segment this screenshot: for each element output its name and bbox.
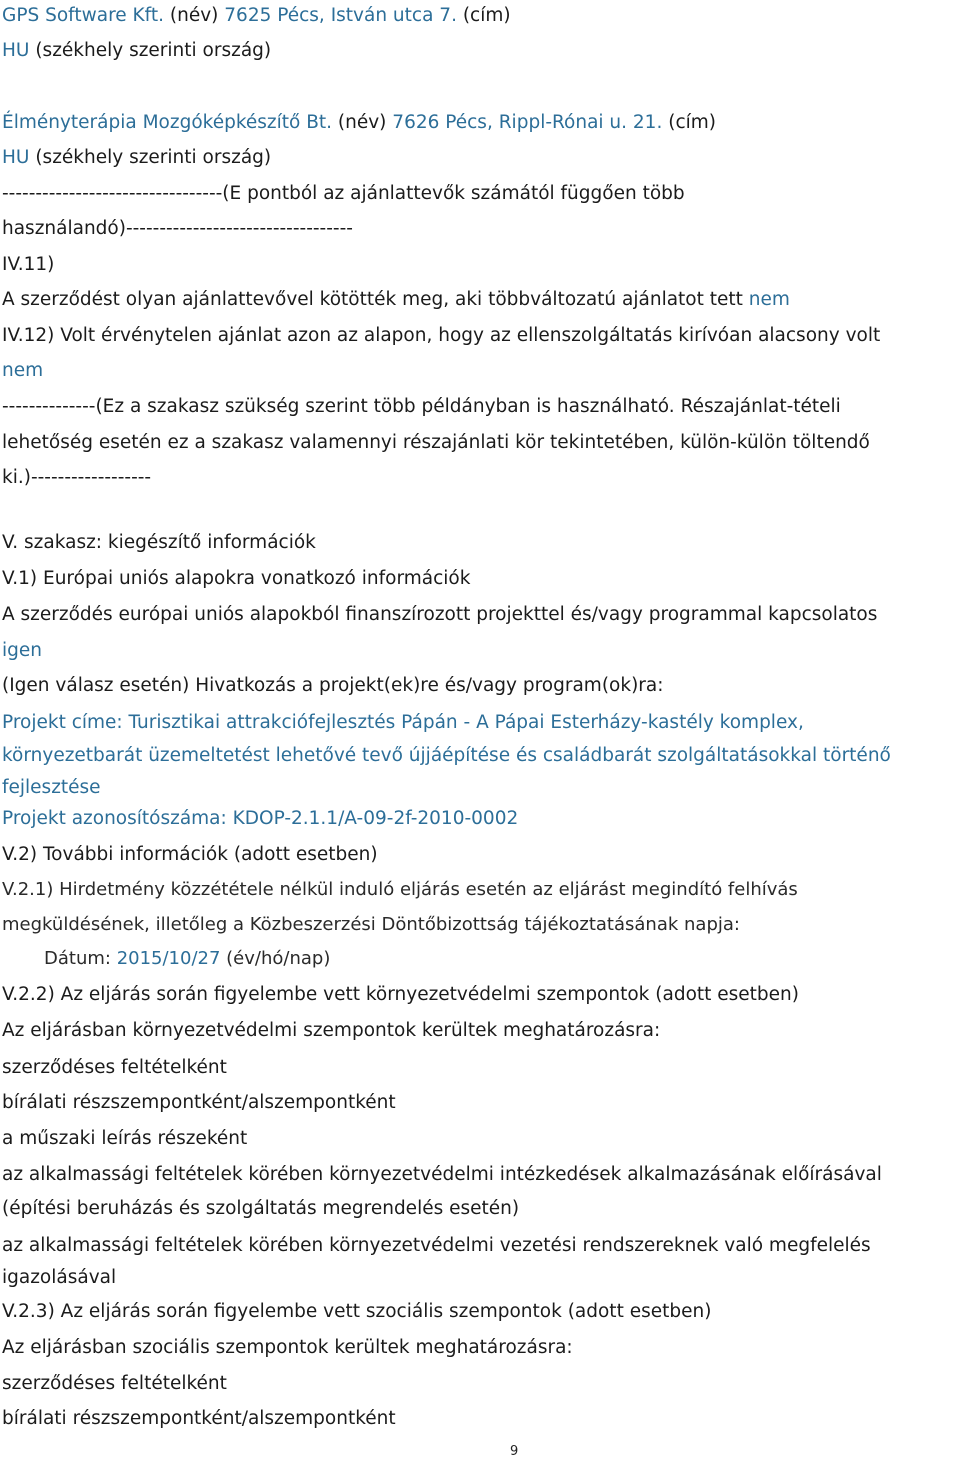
text-line <box>2 430 960 456</box>
text-segment: használandó)---------------------------------- <box>2 218 353 239</box>
text-line <box>2 181 960 207</box>
text-line <box>44 946 960 972</box>
text-segment: bírálati részszempontként/alszempontként <box>2 1092 396 1113</box>
text-segment: V.2.1) Hirdetmény közzététele nélkül induló eljárás esetén az eljárást megindító felhívás <box>2 879 798 900</box>
text-line <box>2 75 960 101</box>
text-segment: Az eljárásban szociális szempontok kerültek meghatározásra: <box>2 1337 573 1358</box>
text-segment: a műszaki leírás részeként <box>2 1128 248 1149</box>
text-line <box>2 530 960 556</box>
text-line <box>2 1335 960 1361</box>
text-segment: ki.)------------------ <box>2 467 152 488</box>
text-segment: (név) <box>164 5 225 26</box>
text-segment: V.2) További információk (adott esetben) <box>2 844 378 865</box>
field-value: GPS Software Kft. <box>2 5 165 26</box>
field-value: 7626 Pécs, Rippl-Rónai u. 21. <box>392 112 663 133</box>
field-value: 2015/10/27 <box>116 948 221 969</box>
text-segment: (cím) <box>456 5 511 26</box>
text-segment: az alkalmassági feltételek körében környezetvédelmi vezetési rendszereknek való megfelelés <box>2 1235 871 1256</box>
text-line <box>2 912 960 938</box>
text-segment: (év/hó/nap) <box>220 948 331 969</box>
text-line <box>2 1162 960 1188</box>
text-segment: IV.11) <box>2 254 55 275</box>
text-line <box>2 358 960 384</box>
text-segment: szerződéses feltételként <box>2 1057 227 1078</box>
text-segment: V. szakasz: kiegészítő információk <box>2 532 316 553</box>
text-line <box>2 982 960 1008</box>
text-line <box>2 500 960 526</box>
text-line <box>2 465 960 491</box>
text-segment: szerződéses feltételként <box>2 1373 227 1394</box>
text-segment: (cím) <box>662 112 716 133</box>
text-segment: (székhely szerinti ország) <box>29 147 272 168</box>
text-line <box>2 1406 960 1432</box>
text-line <box>2 1371 960 1397</box>
text-line <box>2 673 960 699</box>
page-number: 9 <box>510 1444 519 1459</box>
text-segment: megküldésének, illetőleg a Közbeszerzési Döntőbizottság tájékoztatásának napja: <box>2 914 740 935</box>
field-value: igen <box>2 640 42 661</box>
text-segment: --------------(Ez a szakasz szükség szerint több példányban is használható. Részajánlat-tételi <box>2 396 841 417</box>
text-segment: V.2.2) Az eljárás során figyelembe vett környezetvédelmi szempontok (adott esetben) <box>2 984 799 1005</box>
text-segment: igazolásával <box>2 1267 117 1288</box>
text-line <box>2 1265 960 1291</box>
text-line <box>2 710 960 736</box>
text-segment: az alkalmassági feltételek körében környezetvédelmi intézkedések alkalmazásának előírásával <box>2 1164 882 1185</box>
text-line <box>2 1299 960 1325</box>
field-value: 7625 Pécs, István utca 7. <box>224 5 457 26</box>
text-line <box>2 566 960 592</box>
text-line <box>2 1018 960 1044</box>
text-segment: Dátum: <box>44 948 117 969</box>
text-line <box>2 38 960 64</box>
text-segment: (székhely szerinti ország) <box>29 40 272 61</box>
text-line <box>2 602 960 628</box>
text-segment: (név) <box>332 112 393 133</box>
text-line <box>2 110 960 136</box>
text-line <box>2 1196 960 1222</box>
text-segment: A szerződés európai uniós alapokból finanszírozott projekttel és/vagy programmal kapcsolatos <box>2 604 878 625</box>
text-line <box>2 877 960 903</box>
text-line <box>2 216 960 242</box>
field-value: nem <box>2 360 44 381</box>
text-segment: Az eljárásban környezetvédelmi szempontok kerültek meghatározásra: <box>2 1020 661 1041</box>
text-line <box>2 806 960 832</box>
text-line <box>2 842 960 868</box>
text-line <box>2 287 960 313</box>
text-line <box>2 3 960 29</box>
text-line <box>2 743 960 769</box>
text-line <box>2 775 960 801</box>
text-line <box>2 394 960 420</box>
text-line <box>2 1055 960 1081</box>
text-segment: (Igen válasz esetén) Hivatkozás a projekt(ek)re és/vagy program(ok)ra: <box>2 675 664 696</box>
text-line <box>2 1090 960 1116</box>
field-value: Projekt azonosítószáma: KDOP-2.1.1/A-09-2f-2010-0002 <box>2 808 519 829</box>
text-line <box>2 1126 960 1152</box>
field-value: HU <box>2 147 30 168</box>
field-value: Projekt címe: Turisztikai attrakciófejlesztés Pápán - A Pápai Esterházy-kastély komplex, <box>2 712 804 733</box>
text-line <box>2 1233 960 1259</box>
field-value: fejlesztése <box>2 777 101 798</box>
text-line <box>2 252 960 278</box>
text-segment: V.2.3) Az eljárás során figyelembe vett szociális szempontok (adott esetben) <box>2 1301 712 1322</box>
text-line <box>2 323 960 349</box>
text-segment: (építési beruházás és szolgáltatás megrendelés esetén) <box>2 1198 520 1219</box>
text-line <box>2 145 960 171</box>
text-segment: A szerződést olyan ajánlattevővel kötötték meg, aki többváltozatú ajánlatot tett <box>2 289 749 310</box>
text-segment: ---------------------------------(E pontból az ajánlattevők számától függően több <box>2 183 685 204</box>
text-segment: bírálati részszempontként/alszempontként <box>2 1408 396 1429</box>
text-line <box>2 638 960 664</box>
text-segment: lehetőség esetén ez a szakasz valamennyi részajánlati kör tekintetében, külön-külön töltendő <box>2 432 870 453</box>
field-value: környezetbarát üzemeltetést lehetővé tevő újjáépítése és családbarát szolgáltatásokkal történő <box>2 745 891 766</box>
text-segment: IV.12) Volt érvénytelen ajánlat azon az alapon, hogy az ellenszolgáltatás kirívóan alacsony volt <box>2 325 881 346</box>
field-value: nem <box>748 289 790 310</box>
text-segment: V.1) Európai uniós alapokra vonatkozó információk <box>2 568 471 589</box>
field-value: HU <box>2 40 30 61</box>
field-value: Élményterápia Mozgóképkészítő Bt. <box>2 112 333 133</box>
